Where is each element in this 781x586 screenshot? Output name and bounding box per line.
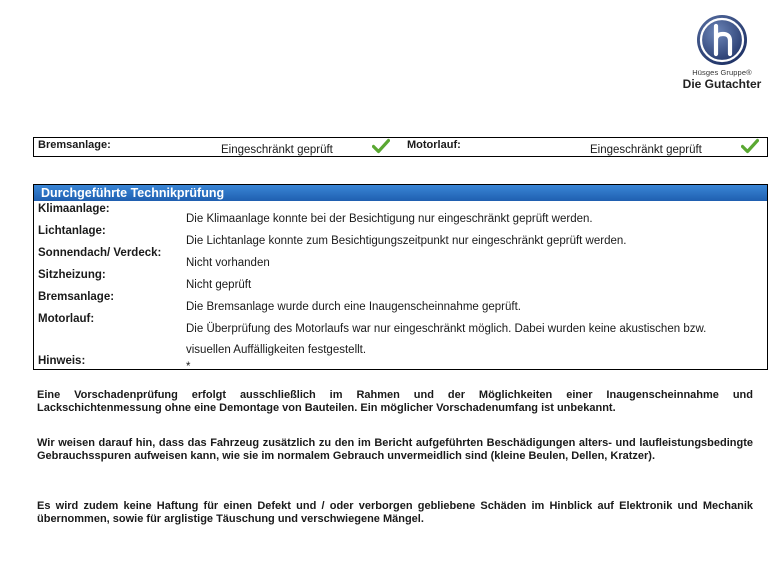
row-value: * <box>186 361 191 373</box>
summary-engine-value: Eingeschränkt geprüft <box>590 144 702 156</box>
row-label: Bremsanlage: <box>38 291 115 303</box>
row-label: Sonnendach/ Verdeck: <box>38 247 162 259</box>
summary-engine-label: Motorlauf: <box>407 139 461 151</box>
inspection-summary <box>33 137 768 157</box>
row-label: Klimaanlage: <box>38 203 110 215</box>
logo-emblem-icon <box>694 14 750 66</box>
technical-inspection-table <box>33 184 768 373</box>
disclaimer-wear-marks: Wir weisen darauf hin, dass das Fahrzeug zusätzlich zu den im Bericht aufgeführten Beschädigungen alters- und laufleistungsbedingte Gebrauchsspuren aufweisen kann, wie sie im normalem Gebrauch unvermeidlich sind (kleine Beulen, Dellen, Kratzer). <box>37 437 753 462</box>
logo-title: Die Gutachter <box>682 77 762 91</box>
row-value: Nicht vorhanden <box>186 257 270 269</box>
company-logo <box>672 14 772 91</box>
summary-brake-label: Bremsanlage: <box>38 139 111 151</box>
row-value: Die Bremsanlage wurde durch eine Inaugenscheinnahme geprüft. <box>186 301 521 313</box>
row-value-continued: visuellen Auffälligkeiten festgestellt. <box>186 344 367 356</box>
summary-brake-value: Eingeschränkt geprüft <box>221 144 333 156</box>
row-label: Hinweis: <box>38 355 86 367</box>
row-value: Die Überprüfung des Motorlaufs war nur eingeschränkt möglich. Dabei wurden keine akustischen bzw. <box>186 323 707 335</box>
row-value: Die Lichtanlage konnte zum Besichtigungszeitpunkt nur eingeschränkt geprüft werden. <box>186 235 627 247</box>
row-label: Lichtanlage: <box>38 225 106 237</box>
section-title: Durchgeführte Technikprüfung <box>34 185 767 201</box>
checkmark-icon <box>741 138 759 154</box>
row-label: Sitzheizung: <box>38 269 106 281</box>
row-value: Nicht geprüft <box>186 279 252 291</box>
row-value: Die Klimaanlage konnte bei der Besichtigung nur eingeschränkt geprüft werden. <box>186 213 593 225</box>
row-label: Motorlauf: <box>38 313 95 325</box>
checkmark-icon <box>372 138 390 154</box>
logo-subtitle: Hüsges Gruppe® <box>692 68 752 77</box>
disclaimer-prior-damage: Eine Vorschadenprüfung erfolgt ausschließlich im Rahmen und der Möglichkeiten einer Inaugenscheinnahme und Lackschichtenmessung ohne eine Demontage von Bauteilen. Ein möglicher Vorschadenumfang ist unbekannt. <box>37 389 753 414</box>
disclaimer-liability: Es wird zudem keine Haftung für einen Defekt und / oder verborgen gebliebene Schäden im Hinblick auf Elektronik und Mechanik übernommen, sowie für arglistige Täuschung und verschwiegene Mängel. <box>37 500 753 525</box>
